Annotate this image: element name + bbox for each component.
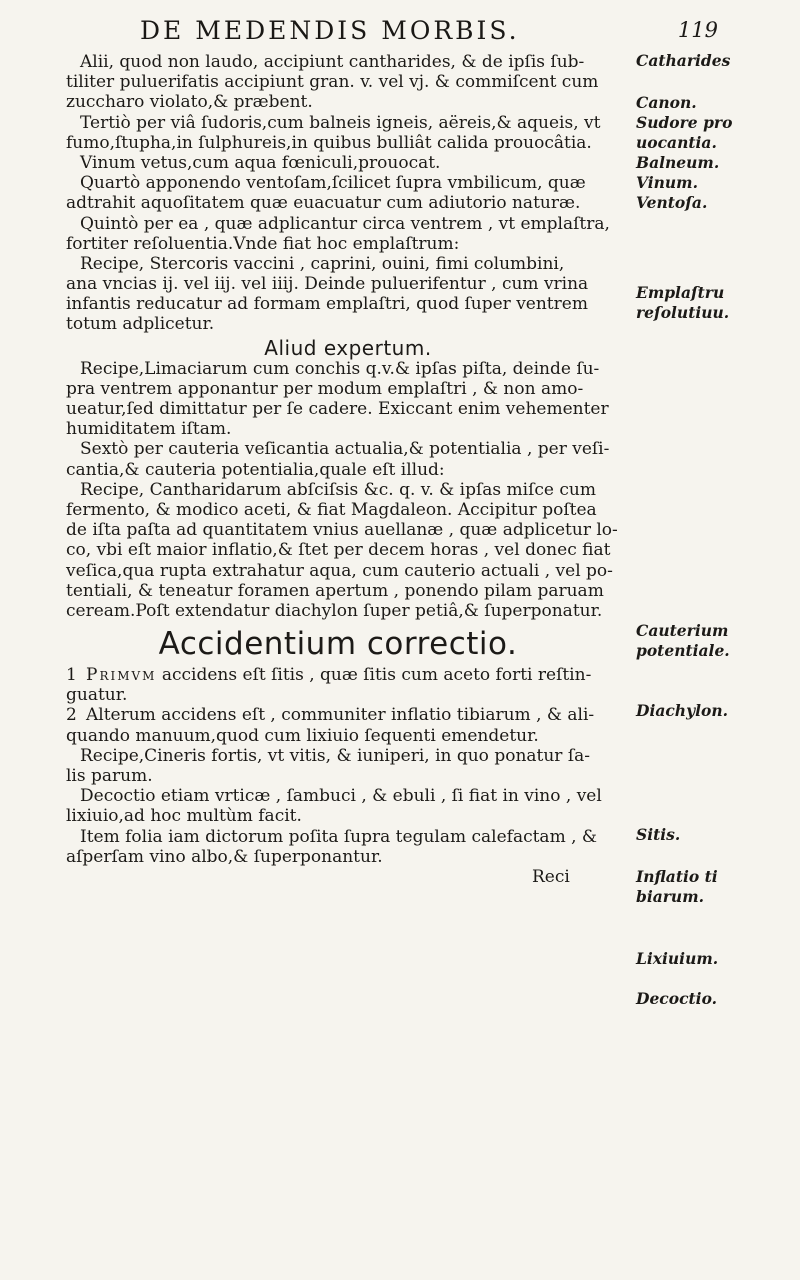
margin-note: Ventoſa.: [636, 193, 708, 212]
text-line: lis parum.: [66, 766, 153, 786]
text-line: totum adplicetur.: [66, 314, 215, 335]
section-title: Accidentium correctio.: [158, 626, 518, 663]
margin-note: Vinum.: [636, 173, 698, 192]
item-number: 2: [66, 705, 77, 726]
page-number: 119: [677, 18, 718, 42]
item-lead-word: Primvm: [86, 665, 157, 686]
text-line: pra ventrem apponantur per modum emplaſtri , & non amo-: [66, 378, 584, 399]
margin-note: Inflatio ti: [636, 867, 718, 886]
text-line: Recipe,Cineris fortis, vt vitis, & iuniperi, in quo ponatur ſa-: [80, 745, 591, 766]
text-line: quando manuum,quod cum lixiuio ſequenti emendetur.: [66, 725, 539, 746]
text-line: tiliter puluerifatis accipiunt gran. v. vel vj. & commiſcent cum: [66, 72, 599, 93]
item-text: accidens eſt ſitis , quæ ſitis cum aceto forti reſtin-: [161, 665, 592, 686]
margin-note: Canon.: [636, 93, 697, 112]
text-line: ceream.Poſt extendatur diachylon ſuper petiâ,& ſuperponatur.: [66, 600, 603, 621]
text-line: Alii, quod non laudo, accipiunt cantharides, & de ipſis ſub-: [80, 52, 585, 72]
text-line: Decoctio etiam vrticæ , ſambuci , & ebuli , ſi fiat in vino , vel: [80, 786, 602, 807]
margin-note: Sitis.: [636, 825, 681, 844]
text-line: Quartò apponendo ventoſam,ſcilicet ſupra vmbilicum, quæ: [80, 173, 586, 194]
text-line: adtrahit aquoſitatem quæ euacuatur cum adiutorio naturæ.: [66, 193, 581, 214]
text-line: fumo,ſtupha,in ſulphureis,in quibus bulliât calida prouocâtia.: [66, 132, 592, 153]
text-line: humiditatem iſtam.: [66, 419, 232, 440]
catchword: Reci: [532, 866, 570, 887]
text-line: ueatur,ſed dimittatur per ſe cadere. Exiccant enim vehementer: [66, 399, 609, 419]
text-line: aſperſam vino albo,& ſuperponantur.: [66, 846, 383, 867]
text-line: ana vncias ij. vel iij. vel iiij. Deinde puluerifentur , cum vrina: [66, 274, 589, 295]
text-line: tentiali, & teneatur foramen apertum , ponendo pilam paruam: [66, 580, 604, 601]
page-header: [0, 16, 800, 50]
text-line: zuccharo violato,& præbent.: [66, 92, 313, 113]
margin-note: Cauterium: [636, 621, 729, 640]
margin-note: Lixiuium.: [636, 949, 719, 968]
margin-note: potentiale.: [636, 641, 730, 660]
text-line: fermento, & modico aceti, & fiat Magdaleon. Accipitur poſtea: [66, 499, 597, 520]
running-head: DE MEDENDIS MORBIS.: [140, 16, 520, 45]
text-line: cantia,& cauteria potentialia,quale eſt illud:: [66, 459, 445, 480]
text-line: lixiuio,ad hoc multùm facit.: [66, 806, 302, 827]
margin-note: biarum.: [636, 887, 705, 906]
item-text: Alterum accidens eſt , communiter inflatio tibiarum , & ali-: [86, 705, 595, 726]
text-line: veſica,qua rupta extrahatur aqua, cum cauterio actuali , vel po-: [66, 560, 613, 581]
margin-note: Balneum.: [636, 153, 720, 172]
text-line: Sextò per cauteria veſicantia actualia,& potentialia , per veſi-: [80, 439, 610, 460]
main-text: [66, 52, 630, 887]
text-line: de iſta paſta ad quantitatem vnius auellanæ , quæ adplicetur lo-: [66, 520, 618, 541]
margin-note: Catharides: [636, 51, 731, 70]
text-line: guatur.: [66, 685, 128, 706]
margin-note: Emplaſtru: [636, 283, 725, 302]
text-line: Quintò per ea , quæ adplicantur circa ventrem , vt emplaſtra,: [80, 213, 610, 234]
margin-note: Decoctio.: [636, 989, 718, 1008]
text-line: Tertiò per viâ ſudoris,cum balneis igneis, aëreis,& aqueis, vt: [80, 112, 601, 133]
margin-note: reſolutiuu.: [636, 303, 730, 322]
subheading: Aliud expertum.: [264, 335, 432, 360]
numbered-item-1: [66, 665, 630, 685]
text-line: Item folia iam dictorum poſita ſupra tegulam calefactam , &: [80, 826, 598, 847]
text-line: Recipe,Limaciarum cum conchis q.v.& ipſas piſta, deinde ſu-: [80, 358, 600, 379]
numbered-item-2: [66, 705, 630, 725]
margin-note: uocantia.: [636, 133, 717, 152]
margin-note: Diachylon.: [636, 701, 728, 720]
text-line: fortiter reſoluentia.Vnde fiat hoc emplaſtrum:: [66, 233, 460, 254]
text-line: Vinum vetus,cum aqua fœniculi,prouocat.: [80, 152, 441, 173]
margin-note: Sudore pro: [636, 113, 733, 132]
text-line: Recipe, Stercoris vaccini , caprini, ouini, fimi columbini,: [80, 253, 565, 274]
item-number: 1: [66, 665, 77, 686]
text-line: Recipe, Cantharidarum abſciſsis &c. q. v. & ipſas miſce cum: [80, 479, 596, 500]
text-line: co, vbi eſt maior inflatio,& ſtet per decem horas , vel donec fiat: [66, 540, 611, 561]
text-line: infantis reducatur ad formam emplaſtri, quod ſuper ventrem: [66, 294, 588, 315]
